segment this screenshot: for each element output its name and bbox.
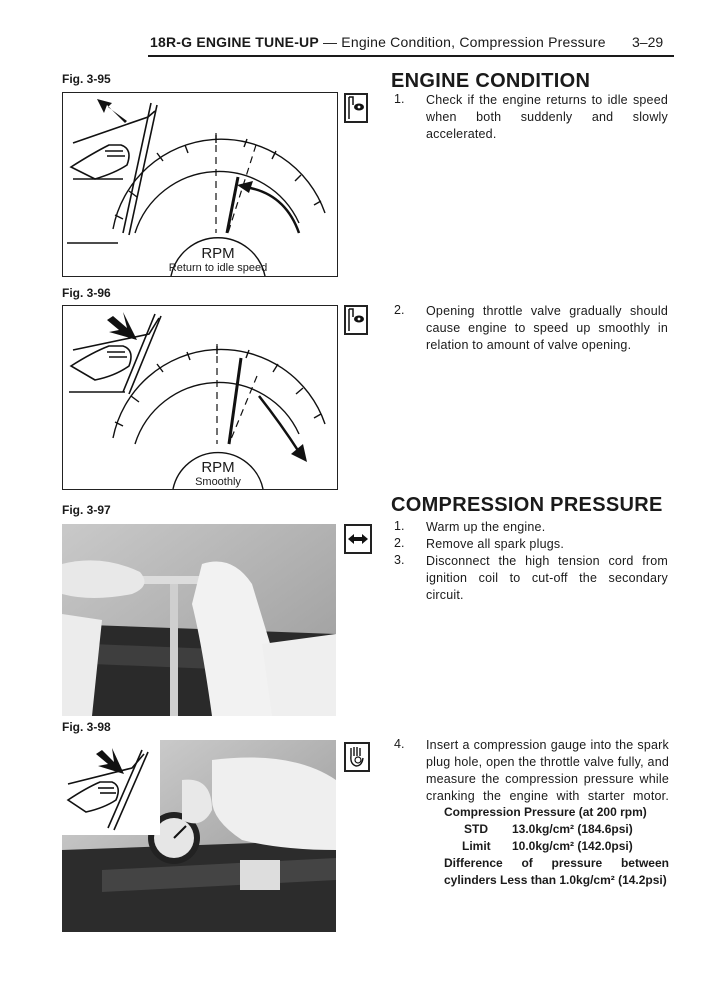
eye-inspect-icon — [344, 93, 368, 123]
spec-std-label: STD — [464, 822, 488, 836]
header-title-bold: 18R-G ENGINE TUNE-UP — [150, 34, 319, 50]
cp-step-3-text — [426, 553, 668, 604]
fig-96-rpm-label: RPM — [201, 459, 235, 476]
fig-97-photo — [62, 524, 336, 716]
fig-97-spark-plug-removal-photo — [62, 524, 336, 716]
fig-96-caption: Smoothly — [195, 476, 241, 488]
ec-step-1-line-3: accelerated. — [426, 127, 497, 141]
cp-step-2-text: Remove all spark plugs. — [426, 537, 564, 551]
cp-step-4-line-4: cranking the engine with starter motor. — [426, 789, 669, 803]
ec-step-1-line-2: when both suddenly and slowly — [426, 110, 668, 124]
ec-step-1-number: 1. — [394, 92, 405, 106]
hand-gauge-icon-glyph — [346, 744, 368, 770]
cp-step-4-line-2: plug hole, open the throttle valve fully, and — [426, 755, 669, 769]
header-title-rest: — Engine Condition, Compression Pressure — [318, 34, 606, 50]
eye-inspect-icon-glyph — [346, 95, 366, 121]
fig-96-label: Fig. 3-96 — [62, 286, 111, 300]
cp-step-3-line-3: circuit. — [426, 588, 464, 602]
double-arrow-icon — [344, 524, 372, 554]
fig-95-diagram — [62, 92, 338, 277]
cp-step-4-text — [426, 737, 669, 805]
ec-step-1-text — [426, 92, 668, 143]
cp-step-4-line-1: Insert a compression gauge into the spark — [426, 738, 669, 752]
spec-limit-value: 10.0kg/cm² (142.0psi) — [512, 839, 633, 853]
page-header-title — [150, 34, 606, 50]
fig-98-label: Fig. 3-98 — [62, 720, 111, 734]
ec-step-1-line-1: Check if the engine returns to idle speed — [426, 93, 668, 107]
spec-limit-label: Limit — [462, 839, 491, 853]
ec-step-2-text — [426, 303, 668, 354]
cp-step-4-line-3: measure the compression pressure while — [426, 772, 669, 786]
engine-condition-title: ENGINE CONDITION — [391, 70, 591, 92]
cp-step-2-number: 2. — [394, 536, 405, 550]
double-arrow-icon-glyph — [346, 526, 370, 552]
cp-step-1-number: 1. — [394, 519, 405, 533]
ec-step-2-line-2: cause engine to speed up smoothly in — [426, 321, 668, 335]
fig-98-compression-gauge-photo — [62, 740, 336, 932]
fig-97-label: Fig. 3-97 — [62, 503, 111, 517]
cp-step-4-number: 4. — [394, 737, 405, 751]
cp-step-3-line-1: Disconnect the high tension cord from — [426, 554, 668, 568]
ec-step-2-line-3: relation to amount of valve opening. — [426, 338, 632, 352]
fig-96-diagram — [62, 305, 338, 490]
spec-std-value: 13.0kg/cm² (184.6psi) — [512, 822, 633, 836]
fig-98-photo — [62, 740, 336, 932]
compression-pressure-title: COMPRESSION PRESSURE — [391, 494, 663, 516]
spec-difference-line-2: cylinders Less than 1.0kg/cm² (14.2psi) — [444, 873, 667, 887]
spec-difference-line-1: Difference of pressure between — [444, 856, 669, 870]
eye-inspect-icon-2 — [344, 305, 368, 335]
hand-gauge-icon — [344, 742, 370, 772]
header-rule — [148, 55, 674, 57]
eye-inspect-icon-glyph-2 — [346, 307, 366, 333]
ec-step-2-line-1: Opening throttle valve gradually should — [426, 304, 668, 318]
fig-95-label: Fig. 3-95 — [62, 72, 111, 86]
cp-step-3-line-2: ignition coil to cut-off the secondary — [426, 571, 668, 585]
fig-95-caption: Return to idle speed — [168, 262, 268, 274]
fig-95-rpm-label: RPM — [201, 245, 235, 262]
page-number: 3–29 — [632, 34, 664, 50]
ec-step-2-number: 2. — [394, 303, 405, 317]
cp-step-3-number: 3. — [394, 553, 405, 567]
spec-heading: Compression Pressure (at 200 rpm) — [444, 805, 647, 819]
cp-step-1-text: Warm up the engine. — [426, 520, 546, 534]
